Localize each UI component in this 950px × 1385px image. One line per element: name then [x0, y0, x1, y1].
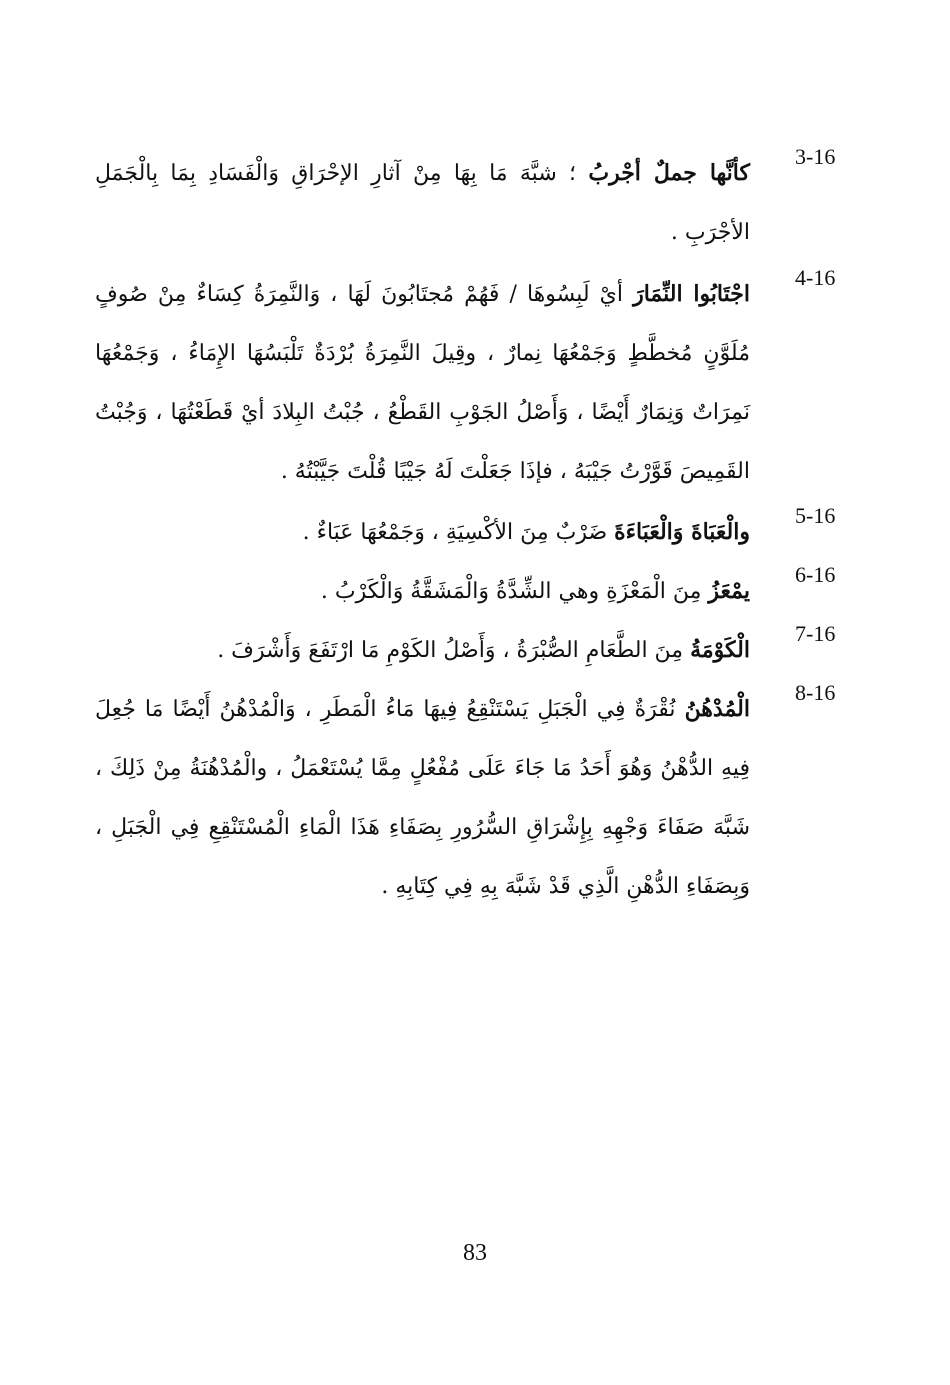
entry-text — [95, 144, 750, 262]
entry-number: 4-16 — [795, 265, 836, 290]
entry-text — [95, 680, 750, 916]
entry-headword: يمْعَزُ — [708, 578, 750, 604]
entry-text — [95, 562, 750, 621]
entry-headword: كأنَّها جملٌ أجْربُ — [588, 160, 750, 186]
entry-text — [95, 503, 750, 562]
entry-headword: والْعَبَاةَ وَالْعَبَاءَةَ — [614, 519, 750, 545]
entry-number: 3-16 — [795, 144, 836, 169]
entry-gloss: ضَرْبٌ مِنَ الأكْسِيَةِ ، وَجَمْعُهَا عَبَاءٌ . — [302, 520, 615, 545]
entry-headword: اجْتَابُوا النِّمَارَ — [633, 281, 750, 307]
entry-text — [95, 621, 750, 680]
entry-number: 8-16 — [795, 680, 836, 705]
entry-headword: الْكَوْمَةُ — [690, 637, 750, 663]
entry-number: 7-16 — [795, 621, 836, 646]
entry-gloss: نُقْرَةٌ فِي الْجَبَلِ يَسْتَنْقِعُ فِيهَا مَاءُ الْمَطَرِ ، وَالْمُدْهُنُ أَيْضًا مَا جُعِلَ فِيهِ الدُّهْنُ وَهُوَ أَحَدُ مَا جَاءَ عَلَى مُفْعُلٍ مِمَّا يُسْتَعْمَلُ ، والْمُدْهُنَةُ مِنْ ذَلِكَ ، شَبَّهَ صَفَاءَ وَجْهِهِ بِإِشْرَاقِ السُّرُورِ بِصَفَاءِ هَذَا الْمَاءِ الْمُسْتَنْقِعِ فِي الْجَبَلِ ، وَبِصَفَاءِ الدُّهْنِ الَّذِي قَدْ شَبَّهَ بِهِ فِي كِتَابِهِ . — [95, 697, 750, 899]
entry-gloss: مِنَ الْمَعْزَةِ وهي الشِّدَّةُ وَالْمَشَقَّةُ وَالْكَرْبُ . — [320, 579, 709, 604]
entry-gloss: ؛ شبَّهَ مَا بِهَا مِنْ آثارِ الإحْرَاقِ وَالْفَسَادِ بِمَا بِالْجَمَلِ الأجْرَبِ . — [95, 161, 750, 245]
entry-headword: الْمُدْهُنُ — [684, 696, 750, 722]
entry-gloss: أيْ لَبِسُوهَا / فَهُمْ مُجتَابُونَ لَهَا ، وَالنَّمِرَةُ كِسَاءٌ مِنْ صُوفٍ مُلَوَّنٍ مُخطَّطٍ وَجَمْعُهَا نِمارٌ ، وقِيلَ النَّمِرَةُ بُرْدَةٌ تَلْبَسُهَا الإِمَاءُ ، وَجَمْعُهَا نَمِرَاتٌ وَنِمَارٌ أَيْضًا ، وَأَصْلُ الجَوْبِ القَطْعُ ، جُبْتُ البِلادَ أيْ قَطَعْتُهَا ، وَجُبْتُ القَمِيصَ قَوَّرْتُ جَيْبَهُ ، فإذَا جَعَلْتَ لَهُ جَيْبًا قُلْتَ جَيَّبْتُهُ . — [95, 282, 750, 484]
entry-gloss: مِنَ الطَّعَامِ الصُّبْرَةُ ، وَأَصْلُ الكَوْمِ مَا ارْتَفَعَ وَأَشْرَفَ . — [217, 638, 691, 663]
entry-number: 6-16 — [795, 562, 836, 587]
entry-number: 5-16 — [795, 503, 836, 528]
entry-text — [95, 265, 750, 501]
page-number: 83 — [463, 1240, 487, 1266]
